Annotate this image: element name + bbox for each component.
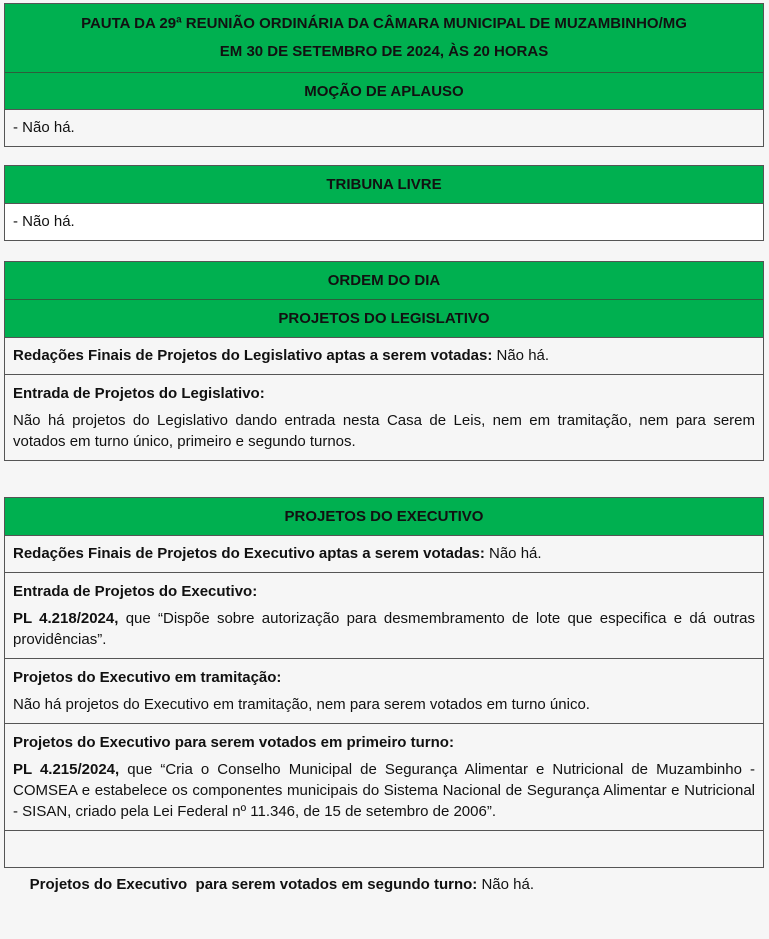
tribuna-title: TRIBUNA LIVRE <box>5 166 763 204</box>
pauta-title <box>5 4 763 73</box>
executivo-entrada <box>5 573 763 659</box>
tribuna-content: - Não há. <box>5 204 763 240</box>
legislativo-entrada-text: Não há projetos do Legislativo dando entrada nesta Casa de Leis, nem em tramitação, nem para serem votados em turno único, primeiro e segundo turnos. <box>13 412 755 450</box>
executivo-entrada-pl: PL 4.218/2024, <box>13 610 119 627</box>
executivo-primeiro-pl: PL 4.215/2024, <box>13 761 120 778</box>
legislativo-title: PROJETOS DO LEGISLATIVO <box>5 300 763 338</box>
executivo-redacoes-label: Redações Finais de Projetos do Executivo aptas a serem votadas: <box>13 545 485 562</box>
executivo-segundo-turno <box>5 831 763 893</box>
executivo-entrada-text <box>13 608 755 650</box>
executivo-title: PROJETOS DO EXECUTIVO <box>5 498 763 536</box>
executivo-segundo-label: Projetos do Executivo para serem votados em segundo turno: <box>29 876 478 893</box>
ordem-title: ORDEM DO DIA <box>5 262 763 300</box>
executivo-entrada-label: Entrada de Projetos do Executivo: <box>13 583 258 600</box>
pauta-header-section <box>4 3 764 147</box>
executivo-section <box>4 497 764 893</box>
executivo-primeiro-desc: que “Cria o Conselho Municipal de Segurança Alimentar e Nutricional de Muzambinho - COMSEA e estabelece os componentes municipais do Sistema Nacional de Segurança Alimentar e Nutricional - SISAN, criado pela Lei Federal nº 11.346, de 15 de setembro de 2006”. <box>13 761 756 820</box>
executivo-segundo-value: Não há. <box>477 876 534 893</box>
executivo-primeiro-text <box>13 759 755 822</box>
executivo-redacoes-value: Não há. <box>484 545 542 562</box>
legislativo-redacoes <box>5 338 763 375</box>
executivo-tramitacao-text: Não há projetos do Executivo em tramitação, nem para serem votados em turno único. <box>13 696 590 713</box>
mocao-content: - Não há. <box>13 119 75 136</box>
legislativo-entrada <box>5 375 763 460</box>
legislativo-redacoes-label: Redações Finais de Projetos do Legislativo aptas a serem votadas: <box>13 347 493 364</box>
pauta-title-line1: PAUTA DA 29ª REUNIÃO ORDINÁRIA DA CÂMARA MUNICIPAL DE MUZAMBINHO/MG <box>81 15 687 32</box>
executivo-primeiro-label: Projetos do Executivo para serem votados em primeiro turno: <box>13 734 454 751</box>
tribuna-section <box>4 165 764 241</box>
executivo-tramitacao <box>5 659 763 724</box>
executivo-tramitacao-label: Projetos do Executivo em tramitação: <box>13 669 282 686</box>
executivo-redacoes <box>5 536 763 573</box>
legislativo-entrada-label: Entrada de Projetos do Legislativo: <box>13 385 265 402</box>
executivo-entrada-desc: que “Dispõe sobre autorização para desmembramento de lote que especifica e dá outras providências”. <box>13 610 755 648</box>
mocao-title: MOÇÃO DE APLAUSO <box>5 73 763 110</box>
executivo-primeiro-turno <box>5 724 763 831</box>
pauta-title-line2: EM 30 DE SETEMBRO DE 2024, ÀS 20 HORAS <box>219 43 549 60</box>
legislativo-redacoes-value: Não há. <box>492 347 550 364</box>
ordem-do-dia-section <box>4 261 764 461</box>
